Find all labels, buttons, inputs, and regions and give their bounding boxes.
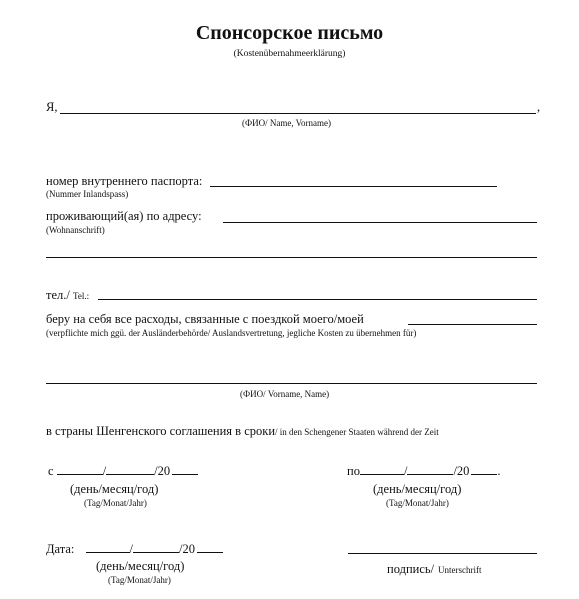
- signature-label-ru: подпись/: [387, 562, 435, 576]
- address-hint: (Wohnanschrift): [46, 225, 105, 235]
- fio-hint: (ФИО/ Name, Vorname): [242, 118, 332, 128]
- passport-label: номер внутреннего паспорта:: [46, 174, 203, 188]
- passport-hint: (Nummer Inlandspass): [46, 189, 129, 199]
- traveler-input-line[interactable]: [408, 324, 537, 325]
- signature-label: [387, 560, 482, 578]
- traveler-name-input-line[interactable]: [46, 383, 537, 384]
- expenses-hint: (verpflichte mich ggü. der Ausländerbehörde/ Auslandsvertretung, jegliche Kosten zu übernehmen für): [46, 328, 417, 338]
- schengen-line: [46, 422, 439, 440]
- expenses-text: беру на себя все расходы, связанные с поездкой моего/моей: [46, 312, 364, 326]
- document-title: Спонсорское письмо: [195, 22, 384, 44]
- to-day-input[interactable]: [360, 474, 404, 475]
- phone-label: [46, 288, 89, 303]
- sign-date-hint-ru: (день/месяц/год): [96, 559, 185, 573]
- address-input-line-2[interactable]: [46, 257, 537, 258]
- date-from-label: с: [48, 464, 54, 478]
- sign-date-label: Дата:: [46, 542, 75, 556]
- i-comma: ,: [537, 100, 541, 114]
- fio2-hint: (ФИО/ Vorname, Name): [240, 389, 330, 399]
- schengen-text-ru: в страны Шенгенского соглашения в сроки: [46, 424, 276, 438]
- to-year-input[interactable]: [471, 474, 497, 475]
- passport-input-line[interactable]: [210, 186, 497, 187]
- sign-year-input[interactable]: [197, 552, 223, 553]
- from-date-hint-ru: (день/месяц/год): [70, 482, 159, 496]
- phone-label-de: Tel.:: [72, 291, 90, 301]
- sign-date-row: Дата: / /20: [46, 542, 223, 557]
- sign-date-hint-de: (Tag/Monat/Jahr): [108, 575, 171, 585]
- sign-month-input[interactable]: [133, 552, 179, 553]
- sign-year-prefix: 20: [182, 542, 195, 556]
- address-input-line[interactable]: [223, 222, 537, 223]
- to-month-input[interactable]: [407, 474, 453, 475]
- from-date-hint-de: (Tag/Monat/Jahr): [84, 498, 147, 508]
- address-label: проживающий(ая) по адресу:: [46, 209, 202, 223]
- sign-day-input[interactable]: [86, 552, 130, 553]
- schengen-text-de: / in den Schengener Staaten während der Zeit: [275, 427, 439, 437]
- signature-label-de: Unterschrift: [438, 565, 482, 575]
- date-to-row: по / /20 .: [347, 464, 501, 478]
- signature-input-line[interactable]: [348, 553, 537, 554]
- date-to-label: по: [347, 464, 360, 478]
- to-date-hint-de: (Tag/Monat/Jahr): [386, 498, 449, 508]
- from-month-input[interactable]: [106, 474, 154, 475]
- i-label: Я,: [46, 100, 58, 114]
- document-subtitle: (Kostenübernahmeerklärung): [233, 49, 346, 59]
- to-date-end: .: [497, 464, 501, 478]
- phone-label-ru: тел./: [46, 288, 70, 302]
- phone-input-line[interactable]: [98, 299, 537, 300]
- from-year-prefix: 20: [157, 464, 171, 478]
- name-input-line[interactable]: [60, 113, 536, 114]
- from-year-input[interactable]: [172, 474, 198, 475]
- date-from-row: с / /20: [48, 464, 198, 479]
- to-year-prefix: 20: [456, 464, 470, 478]
- to-date-hint-ru: (день/месяц/год): [373, 482, 462, 496]
- from-day-input[interactable]: [57, 474, 103, 475]
